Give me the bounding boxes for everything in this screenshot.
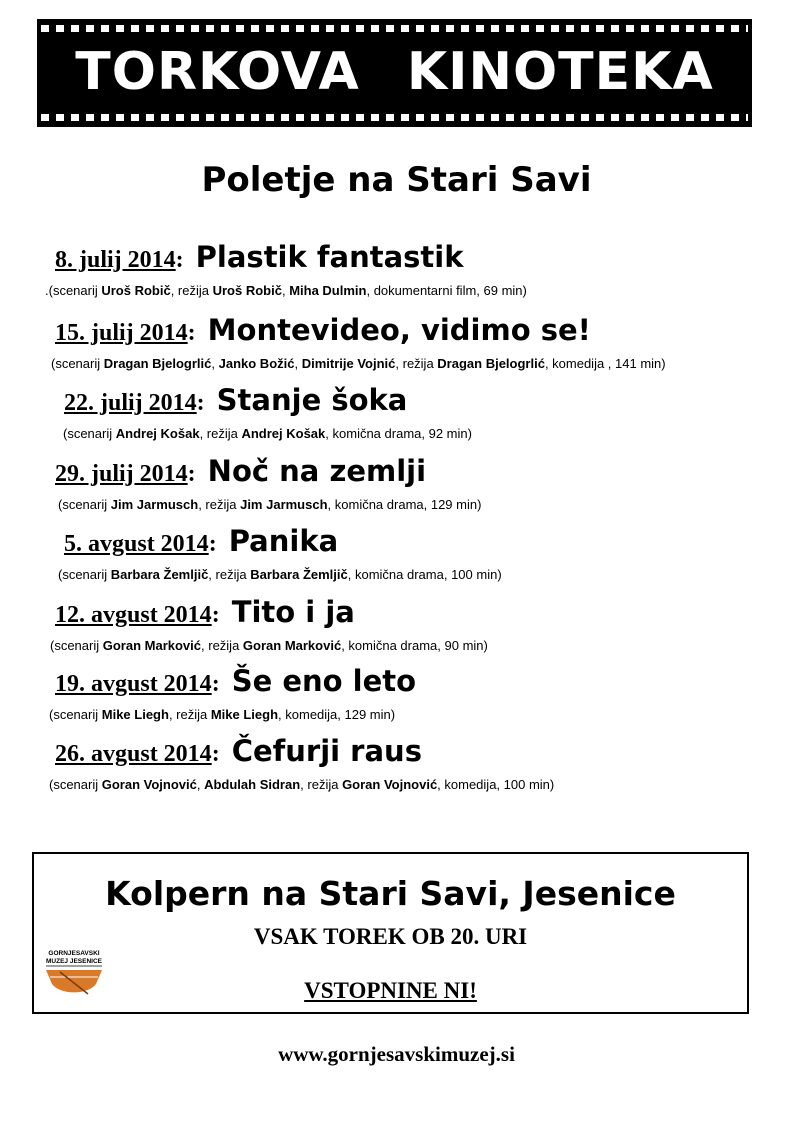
film-perforations-bottom [41, 114, 748, 121]
screening-date: 22. julij 2014 [64, 390, 197, 416]
credit-text: , režija [300, 777, 343, 792]
screening-entry [0, 237, 527, 298]
credit-text: , režija [199, 426, 242, 441]
screening-date: 15. julij 2014 [55, 320, 188, 346]
credit-name: Mike Liegh [210, 707, 279, 722]
credit-text: .(scenarij [45, 283, 102, 298]
credit-text: , dokumentarni film, 69 min) [366, 283, 527, 298]
screening-headline [64, 521, 502, 567]
banner-title: TORKOVA KINOTEKA [75, 42, 714, 102]
schedule-text: VSAK TOREK OB 20. URI [253, 924, 528, 949]
film-credits [49, 708, 416, 722]
date-separator: : [187, 320, 196, 346]
date-separator: : [211, 741, 220, 767]
credit-text: , režija [395, 356, 438, 371]
credit-name: Goran Vojnović [101, 777, 197, 792]
screening-entry [0, 310, 666, 371]
film-title: Montevideo, vidimo se! [207, 313, 591, 347]
credit-name: Abdulah Sidran [204, 777, 301, 792]
credit-text: , komedija , 141 min) [544, 356, 666, 371]
credit-name: Janko Božić [218, 356, 295, 371]
museum-logo-icon [40, 944, 108, 1004]
credit-text: (scenarij [49, 707, 102, 722]
film-strip-banner [37, 19, 752, 127]
screening-entry [0, 592, 488, 653]
credit-text: , režija [168, 707, 211, 722]
film-credits [50, 639, 488, 653]
screening-entry [0, 380, 472, 441]
credit-text: (scenarij [63, 426, 116, 441]
film-credits [58, 498, 481, 512]
screening-entry [0, 451, 481, 512]
svg-text:GORNJESAVSKI: GORNJESAVSKI [48, 950, 100, 957]
credit-name: Barbara Žemljič [110, 567, 209, 582]
credit-text: (scenarij [50, 638, 103, 653]
film-credits [58, 568, 502, 582]
film-credits [45, 284, 527, 298]
admission-note: VSTOPNINE NI! [304, 978, 477, 1003]
date-separator: : [211, 671, 220, 697]
page-subtitle: Poletje na Stari Savi [201, 160, 592, 200]
credit-name: Dimitrije Vojnić [301, 356, 396, 371]
credit-text: , [294, 356, 302, 371]
credit-text: , komična drama, 92 min) [325, 426, 472, 441]
credit-text: , režija [208, 567, 251, 582]
screening-entry [0, 521, 502, 582]
screening-headline [55, 451, 481, 497]
credit-text: , komedija, 100 min) [437, 777, 555, 792]
screening-date: 26. avgust 2014 [55, 741, 212, 767]
credit-name: Andrej Košak [241, 426, 326, 441]
credit-text: , režija [201, 638, 243, 653]
film-title: Stanje šoka [216, 383, 408, 417]
film-title: Plastik fantastik [195, 240, 464, 274]
credit-name: Uroš Robič [212, 283, 282, 298]
screening-entry [0, 661, 416, 722]
film-title: Noč na zemlji [207, 454, 427, 488]
credit-name: Dragan Bjelogrlić [437, 356, 545, 371]
credit-text: , komedija, 129 min) [278, 707, 396, 722]
svg-text:MUZEJ JESENICE: MUZEJ JESENICE [46, 958, 102, 965]
screening-headline [55, 592, 488, 638]
screening-headline [55, 237, 527, 283]
film-title: Še eno leto [231, 664, 417, 698]
venue-info-box [32, 852, 749, 1014]
screening-date: 29. julij 2014 [55, 461, 188, 487]
film-credits [63, 427, 472, 441]
date-separator: : [211, 602, 220, 628]
date-separator: : [196, 390, 205, 416]
credit-text: , [281, 283, 290, 298]
screening-date: 5. avgust 2014 [64, 531, 209, 557]
credit-text: , režija [198, 497, 241, 512]
film-title: Čefurji raus [231, 734, 422, 768]
film-perforations-top [41, 25, 748, 32]
film-title: Panika [228, 524, 339, 558]
credit-name: Barbara Žemljič [250, 567, 348, 582]
screening-headline [64, 380, 472, 426]
credit-text: , komična drama, 129 min) [327, 497, 482, 512]
credit-text: (scenarij [58, 497, 111, 512]
screening-date: 19. avgust 2014 [55, 671, 212, 697]
credit-name: Goran Marković [102, 638, 202, 653]
credit-text: , [196, 777, 205, 792]
credit-text: (scenarij [51, 356, 104, 371]
screening-headline [55, 310, 666, 356]
website-link[interactable]: www.gornjesavskimuzej.si [278, 1042, 515, 1066]
credit-text: (scenarij [49, 777, 102, 792]
film-credits [49, 778, 554, 792]
film-credits [51, 357, 666, 371]
credit-text: , [211, 356, 219, 371]
date-separator: : [175, 247, 184, 273]
credit-text: , komična drama, 90 min) [341, 638, 488, 653]
credit-name: Andrej Košak [115, 426, 200, 441]
screening-entry [0, 731, 554, 792]
credit-text: , komična drama, 100 min) [347, 567, 502, 582]
credit-text: (scenarij [58, 567, 111, 582]
screening-headline [55, 731, 554, 777]
credit-name: Jim Jarmusch [240, 497, 328, 512]
credit-name: Goran Marković [242, 638, 342, 653]
credit-name: Dragan Bjelogrlić [103, 356, 212, 371]
credit-name: Mike Liegh [101, 707, 169, 722]
film-title: Tito i ja [231, 595, 355, 629]
credit-name: Goran Vojnović [342, 777, 438, 792]
screening-headline [55, 661, 416, 707]
date-separator: : [208, 531, 217, 557]
credit-name: Uroš Robič [101, 283, 171, 298]
date-separator: : [187, 461, 196, 487]
screening-date: 12. avgust 2014 [55, 602, 212, 628]
credit-name: Miha Dulmin [289, 283, 367, 298]
credit-text: , režija [170, 283, 213, 298]
credit-name: Jim Jarmusch [110, 497, 199, 512]
screening-date: 8. julij 2014 [55, 247, 176, 273]
venue-name: Kolpern na Stari Savi, Jesenice [105, 874, 676, 913]
